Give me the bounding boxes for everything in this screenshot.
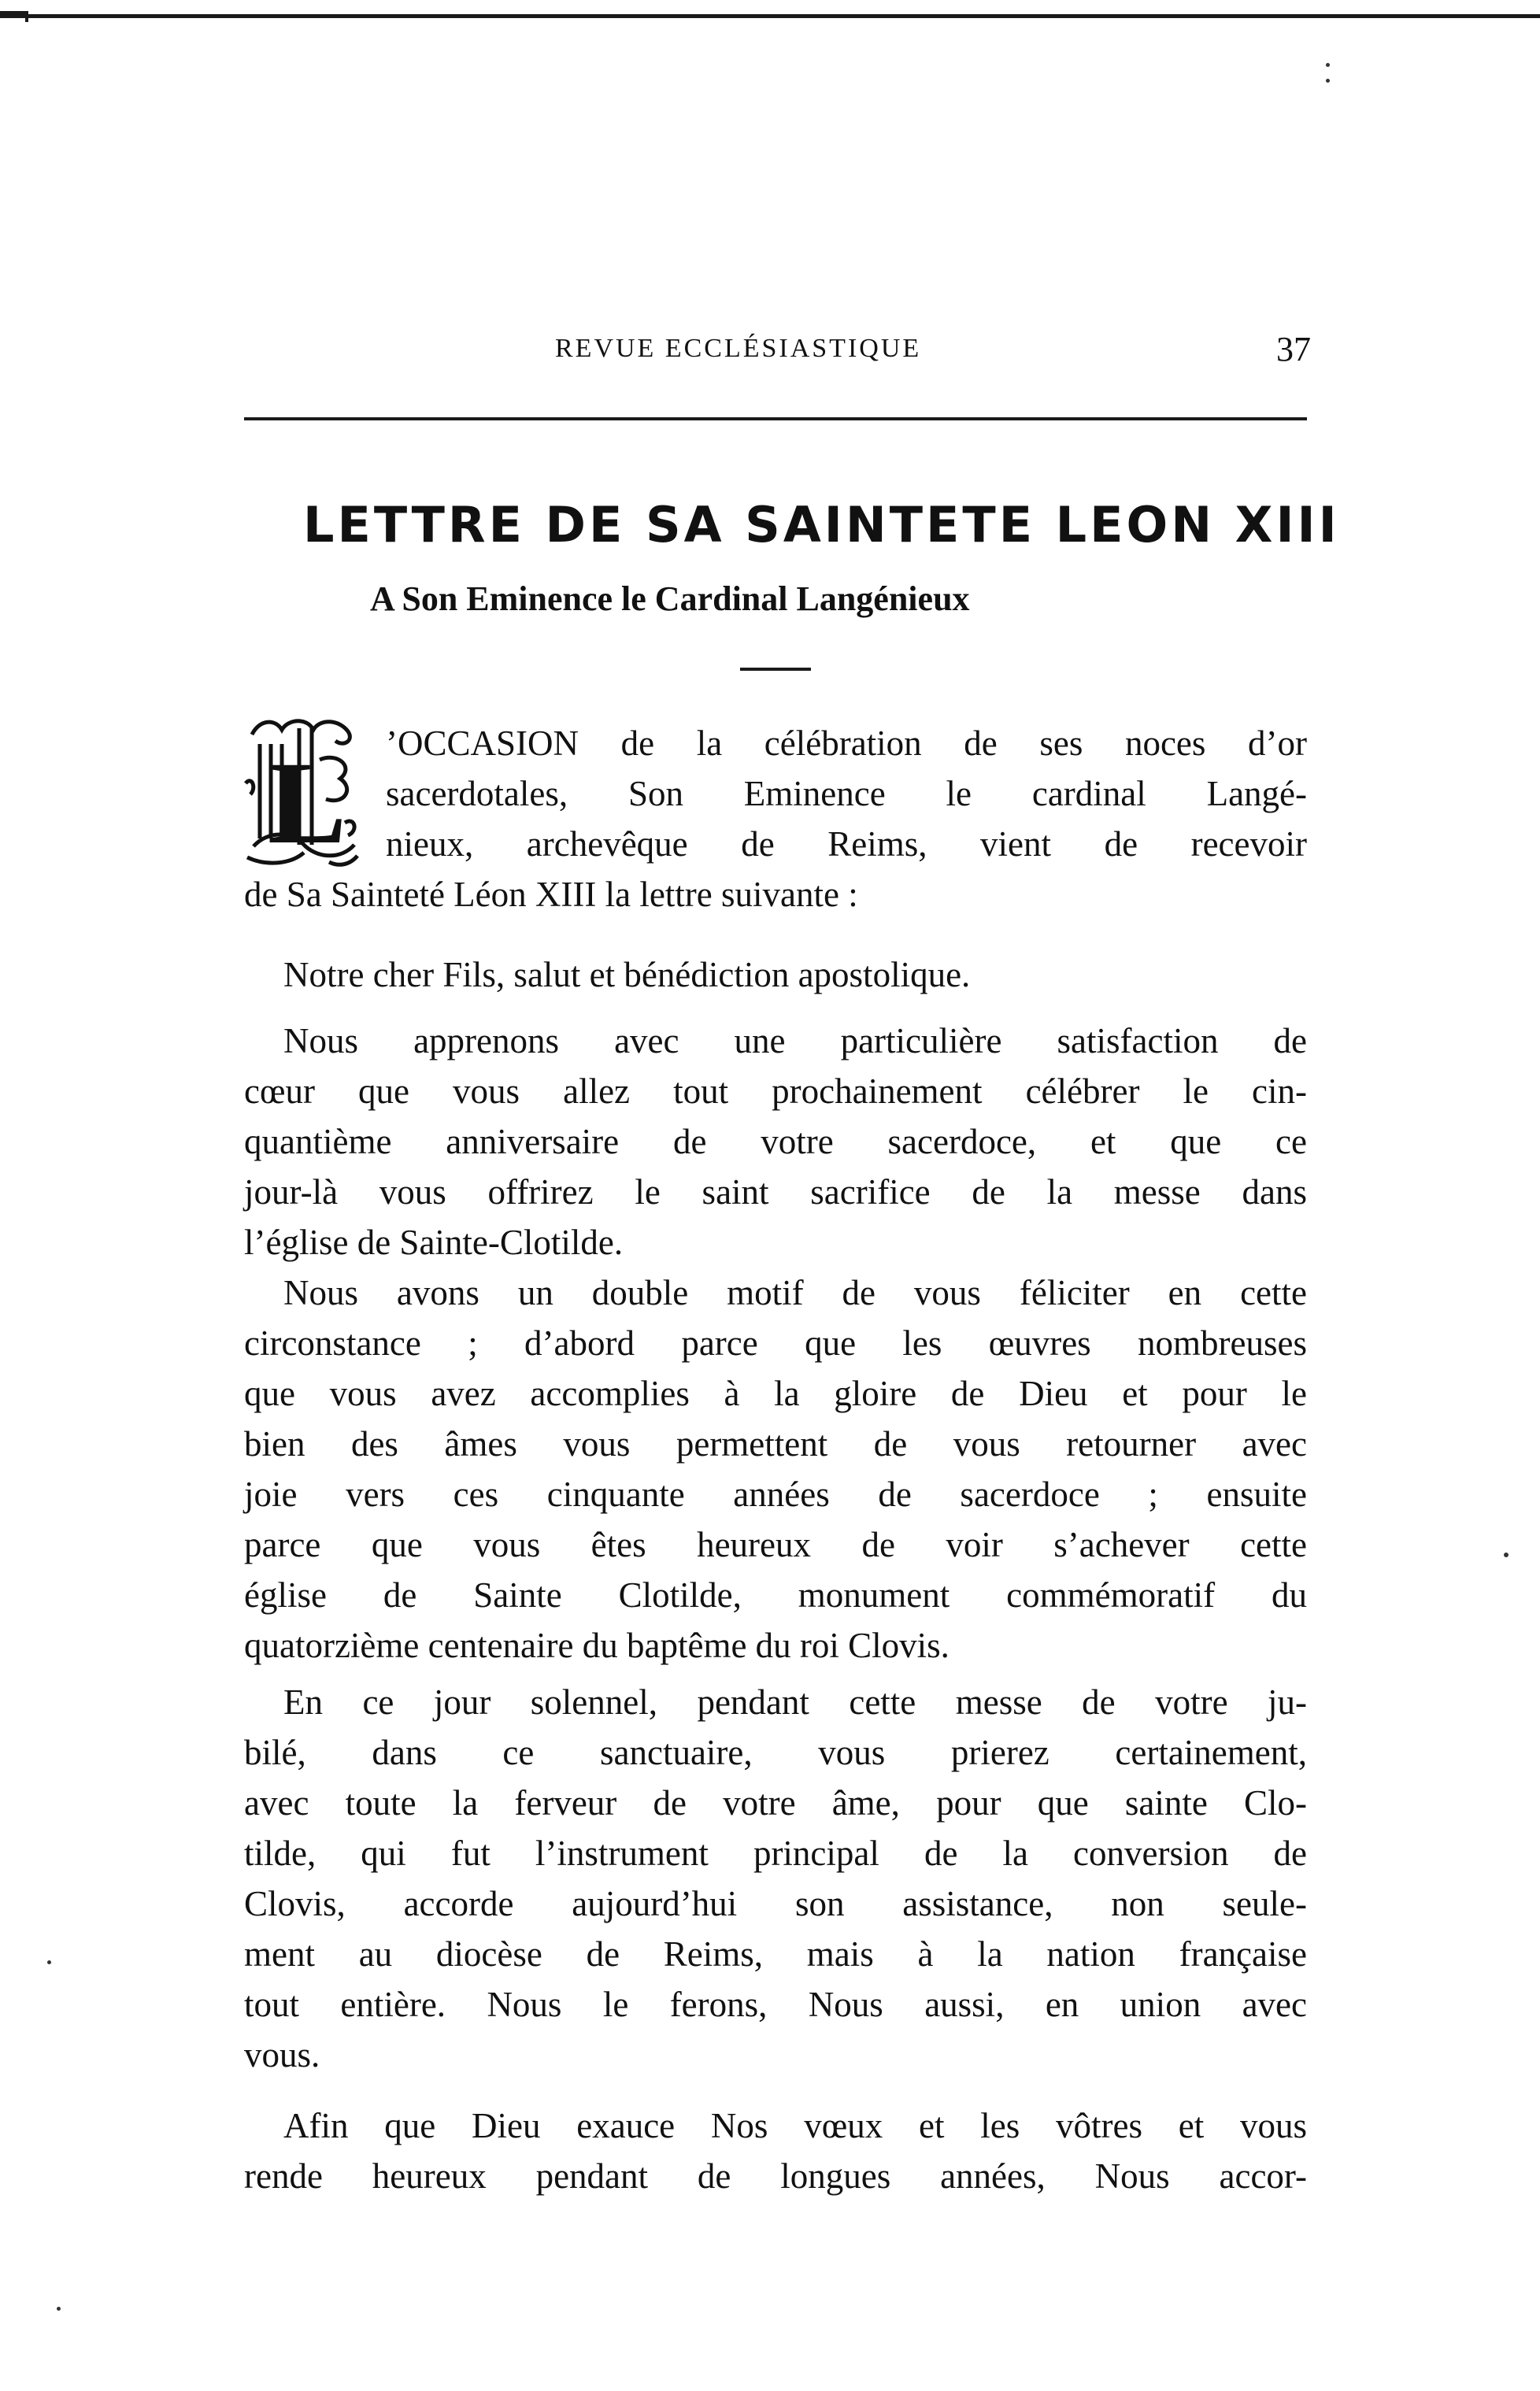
ornamental-dropcap-l: [244, 712, 361, 870]
scan-speck: [1326, 79, 1330, 83]
title-separator-rule: [740, 668, 811, 671]
running-head: [240, 329, 1311, 376]
paragraph-line: vous.: [244, 2035, 320, 2075]
paragraph-line: Nous avons un double motif de vous féliciter en cette: [283, 1273, 1307, 1312]
paragraph-line: bilé, dans ce sanctuaire, vous prierez certainement,: [244, 1733, 1307, 1772]
intro-line: ’OCCASION de la célébration de ses noces d’or: [386, 724, 1307, 763]
paragraph-line: quantième anniversaire de votre sacerdoce, et que ce: [244, 1122, 1307, 1161]
top-border-corner: [0, 11, 28, 22]
paragraph-line: quatorzième centenaire du baptême du roi Clovis.: [244, 1626, 950, 1665]
paragraph-line: En ce jour solennel, pendant cette messe de votre ju-: [283, 1682, 1307, 1722]
paragraph-line: l’église de Sainte-Clotilde.: [244, 1223, 624, 1262]
scan-speck: [47, 1960, 51, 1964]
intro-line: sacerdotales, Son Eminence le cardinal Langé-: [386, 774, 1307, 813]
top-border-rule: [0, 14, 1540, 18]
intro-line: de Sa Sainteté Léon XIII la lettre suivante :: [244, 875, 858, 914]
paragraph-line: parce que vous êtes heureux de voir s’achever cette: [244, 1525, 1307, 1564]
salutation: Notre cher Fils, salut et bénédiction apostolique.: [283, 955, 971, 994]
header-rule: [244, 417, 1307, 420]
paragraph-line: Clovis, accorde aujourd’hui son assistance, non seule-: [244, 1884, 1307, 1923]
paragraph-line: rende heureux pendant de longues années, Nous accor-: [244, 2156, 1307, 2196]
scan-speck: [1504, 1553, 1509, 1557]
dropcap-letter: L: [268, 738, 347, 868]
paragraph-line: église de Sainte Clotilde, monument commémoratif du: [244, 1575, 1307, 1615]
running-title: REVUE ECCLÉSIASTIQUE: [555, 334, 922, 363]
paragraph-line: bien des âmes vous permettent de vous retourner avec: [244, 1424, 1307, 1464]
paragraph-line: circonstance ; d’abord parce que les œuvres nombreuses: [244, 1323, 1307, 1363]
page-number: 37: [1276, 330, 1311, 368]
letter-title: LETTRE DE SA SAINTETE LEON XIII: [303, 496, 1340, 553]
paragraph-line: tilde, qui fut l’instrument principal de la conversion de: [244, 1834, 1307, 1873]
paragraph-line: avec toute la ferveur de votre âme, pour que sainte Clo-: [244, 1783, 1307, 1823]
scan-speck: [57, 2307, 61, 2311]
paragraph-line: Nous apprenons avec une particulière satisfaction de: [283, 1021, 1307, 1060]
intro-line: nieux, archevêque de Reims, vient de recevoir: [386, 824, 1307, 864]
scan-speck: [1326, 63, 1330, 67]
paragraph-line: cœur que vous allez tout prochainement célébrer le cin-: [244, 1072, 1307, 1111]
paragraph-line: tout entière. Nous le ferons, Nous aussi, en union avec: [244, 1985, 1307, 2024]
paragraph-line: que vous avez accomplies à la gloire de Dieu et pour le: [244, 1374, 1307, 1413]
paragraph-line: jour-là vous offrirez le saint sacrifice de la messe dans: [244, 1172, 1307, 1212]
paragraph-line: ment au diocèse de Reims, mais à la nation française: [244, 1934, 1307, 1974]
paragraph-line: joie vers ces cinquante années de sacerdoce ; ensuite: [244, 1475, 1307, 1514]
letter-subtitle: A Son Eminence le Cardinal Langénieux: [370, 579, 970, 618]
paragraph-line: Afin que Dieu exauce Nos vœux et les vôtres et vous: [283, 2106, 1307, 2145]
